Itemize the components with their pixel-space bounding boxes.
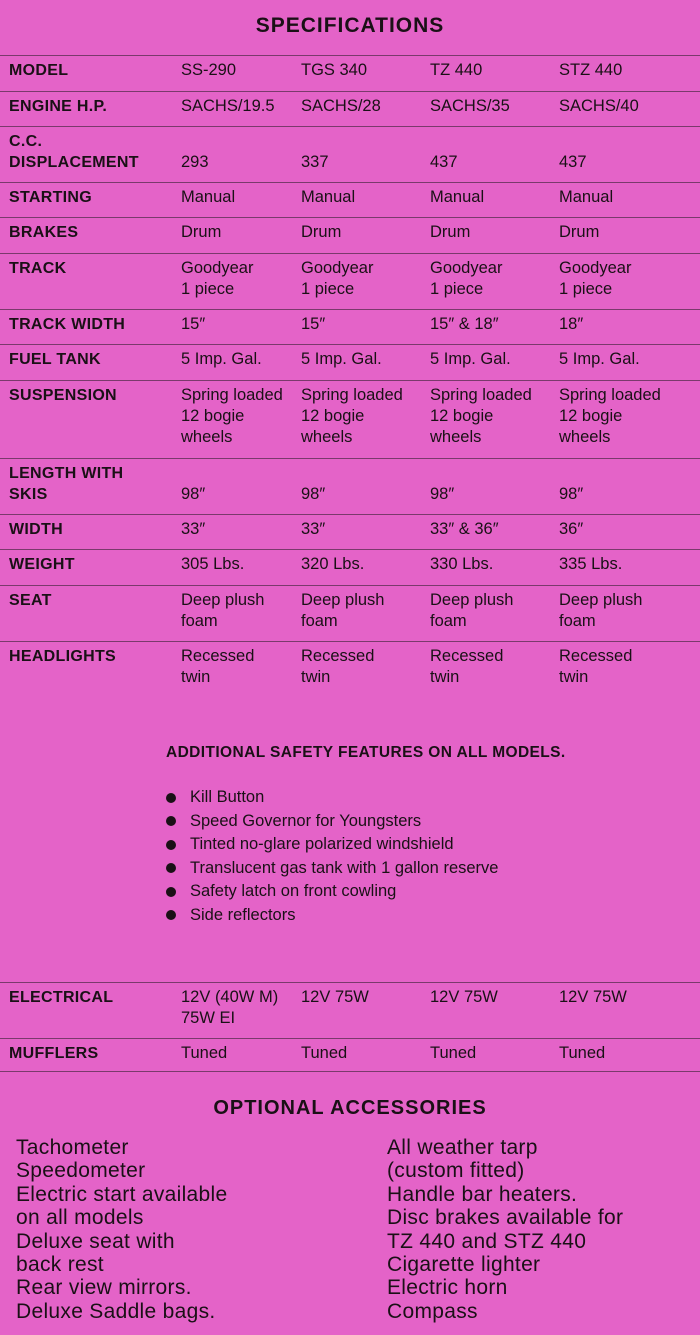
- spec-value: Drum: [301, 223, 342, 241]
- spec-row: [0, 253, 700, 309]
- safety-features-heading: ADDITIONAL SAFETY FEATURES ON ALL MODELS.: [166, 744, 566, 761]
- spec-value: 15″: [301, 315, 326, 333]
- spec-label: MUFFLERS: [9, 1045, 99, 1062]
- spec-value: Goodyear 1 piece: [181, 259, 254, 298]
- spec-label: MODEL: [9, 62, 69, 79]
- spec-value: Recessed twin: [559, 647, 633, 686]
- spec-value: Recessed twin: [430, 647, 504, 686]
- list-item: [166, 833, 498, 857]
- spec-value: 98″: [559, 485, 584, 503]
- feature-text: Kill Button: [190, 788, 265, 806]
- spec-value: Drum: [430, 223, 471, 241]
- spec-value: Recessed twin: [181, 647, 255, 686]
- spec-row: [0, 309, 700, 344]
- spec-row: [0, 982, 700, 1038]
- spec-value: 15″ & 18″: [430, 315, 499, 333]
- spec-value: Tuned: [301, 1044, 348, 1062]
- spec-value: Goodyear 1 piece: [301, 259, 374, 298]
- feature-text: Translucent gas tank with 1 gallon reserve: [190, 858, 499, 877]
- spec-label: TRACK WIDTH: [9, 316, 126, 333]
- spec-row: [0, 217, 700, 253]
- spec-value: TGS 340: [301, 61, 368, 79]
- list-item: [166, 810, 498, 834]
- spec-label: SUSPENSION: [9, 387, 117, 404]
- spec-label: LENGTH WITH SKIS: [9, 465, 124, 503]
- spec-row: [0, 585, 700, 641]
- spec-value: 98″: [181, 485, 206, 503]
- spec-value: STZ 440: [559, 61, 623, 79]
- feature-text: Safety latch on front cowling: [190, 882, 397, 900]
- spec-label: WIDTH: [9, 521, 63, 538]
- specifications-table-extra: [0, 982, 700, 1072]
- spec-value: Drum: [181, 223, 222, 241]
- spec-label: STARTING: [9, 189, 92, 206]
- spec-value: 98″: [430, 485, 455, 503]
- spec-value: 330 Lbs.: [430, 555, 494, 573]
- list-item: [166, 857, 498, 881]
- feature-text: Tinted no-glare polarized windshield: [190, 835, 454, 853]
- bullet-icon: [166, 887, 176, 897]
- spec-row: [0, 91, 700, 126]
- spec-value: 305 Lbs.: [181, 555, 245, 573]
- spec-value: 437: [559, 153, 587, 171]
- list-item: [166, 880, 498, 904]
- spec-value: Manual: [301, 188, 356, 206]
- accessories-list-left: Tachometer Speedometer Electric start available on all models Deluxe seat with back rest Rear view mirrors. Deluxe Saddle bags.: [16, 1136, 228, 1323]
- accessories-heading: OPTIONAL ACCESSORIES: [213, 1097, 487, 1119]
- spec-value: SACHS/35: [430, 97, 510, 115]
- spec-value: SACHS/19.5: [181, 97, 275, 115]
- spec-value: Deep plush foam: [559, 591, 643, 630]
- spec-value: Manual: [181, 188, 236, 206]
- spec-row: [0, 344, 700, 380]
- spec-value: Manual: [559, 188, 614, 206]
- spec-value: 293: [181, 153, 209, 171]
- bullet-icon: [166, 793, 176, 803]
- spec-label: ENGINE H.P.: [9, 98, 108, 115]
- accessories-list-right: All weather tarp (custom fitted) Handle bar heaters. Disc brakes available for TZ 440 and STZ 440 Cigarette lighter Electric horn Compass: [387, 1136, 624, 1323]
- safety-features-list: [166, 786, 498, 927]
- specifications-table: [0, 55, 700, 697]
- spec-value: 33″: [301, 520, 326, 538]
- spec-value: Deep plush foam: [181, 591, 265, 630]
- spec-label: HEADLIGHTS: [9, 648, 116, 665]
- spec-row: [0, 549, 700, 585]
- spec-value: 12V 75W: [559, 988, 627, 1006]
- spec-value: 5 Imp. Gal.: [559, 350, 640, 368]
- spec-row: [0, 380, 700, 458]
- spec-value: Spring loaded 12 bogie wheels: [301, 386, 403, 446]
- spec-value: Manual: [430, 188, 485, 206]
- spec-label: SEAT: [9, 592, 52, 609]
- list-item: [166, 786, 498, 810]
- bullet-icon: [166, 910, 176, 920]
- spec-value: 5 Imp. Gal.: [181, 350, 262, 368]
- spec-label: FUEL TANK: [9, 351, 101, 368]
- spec-value: 5 Imp. Gal.: [301, 350, 382, 368]
- spec-row: [0, 641, 700, 697]
- spec-value: 437: [430, 153, 458, 171]
- spec-value: 36″: [559, 520, 584, 538]
- spec-row: [0, 126, 700, 182]
- bullet-icon: [166, 863, 176, 873]
- feature-text: Side reflectors: [190, 905, 296, 924]
- bullet-icon: [166, 816, 176, 826]
- list-item: [166, 904, 498, 928]
- spec-value: Spring loaded 12 bogie wheels: [559, 386, 661, 446]
- spec-label: WEIGHT: [9, 556, 75, 573]
- spec-value: 18″: [559, 315, 584, 333]
- spec-value: Tuned: [181, 1044, 228, 1062]
- spec-value: 15″: [181, 315, 206, 333]
- feature-text: Speed Governor for Youngsters: [190, 811, 422, 830]
- spec-value: Tuned: [559, 1044, 606, 1062]
- spec-label: ELECTRICAL: [9, 989, 114, 1006]
- spec-value: 12V 75W: [301, 988, 369, 1006]
- spec-value: Recessed twin: [301, 647, 375, 686]
- spec-value: 12V 75W: [430, 988, 498, 1006]
- spec-row: [0, 55, 700, 91]
- bullet-icon: [166, 840, 176, 850]
- spec-row: [0, 1038, 700, 1072]
- spec-value: 5 Imp. Gal.: [430, 350, 511, 368]
- spec-row: [0, 514, 700, 549]
- spec-value: 12V (40W M) 75W EI: [181, 988, 279, 1027]
- spec-value: 337: [301, 153, 329, 171]
- spec-value: Drum: [559, 223, 600, 241]
- spec-value: SACHS/40: [559, 97, 639, 115]
- page-title: SPECIFICATIONS: [255, 14, 445, 37]
- spec-label: C.C. DISPLACEMENT: [9, 133, 139, 171]
- spec-label: TRACK: [9, 260, 67, 277]
- spec-value: 98″: [301, 485, 326, 503]
- spec-value: Tuned: [430, 1044, 477, 1062]
- spec-value: Deep plush foam: [430, 591, 514, 630]
- spec-row: [0, 458, 700, 514]
- spec-value: 33″: [181, 520, 206, 538]
- spec-value: 335 Lbs.: [559, 555, 623, 573]
- spec-row: [0, 182, 700, 217]
- spec-value: Goodyear 1 piece: [430, 259, 503, 298]
- spec-value: Spring loaded 12 bogie wheels: [181, 386, 283, 446]
- spec-value: 33″ & 36″: [430, 520, 499, 538]
- spec-value: SACHS/28: [301, 97, 381, 115]
- spec-value: 320 Lbs.: [301, 555, 365, 573]
- spec-value: SS-290: [181, 61, 237, 79]
- spec-value: Spring loaded 12 bogie wheels: [430, 386, 532, 446]
- spec-value: Deep plush foam: [301, 591, 385, 630]
- spec-label: BRAKES: [9, 224, 79, 241]
- spec-value: Goodyear 1 piece: [559, 259, 632, 298]
- spec-value: TZ 440: [430, 61, 483, 79]
